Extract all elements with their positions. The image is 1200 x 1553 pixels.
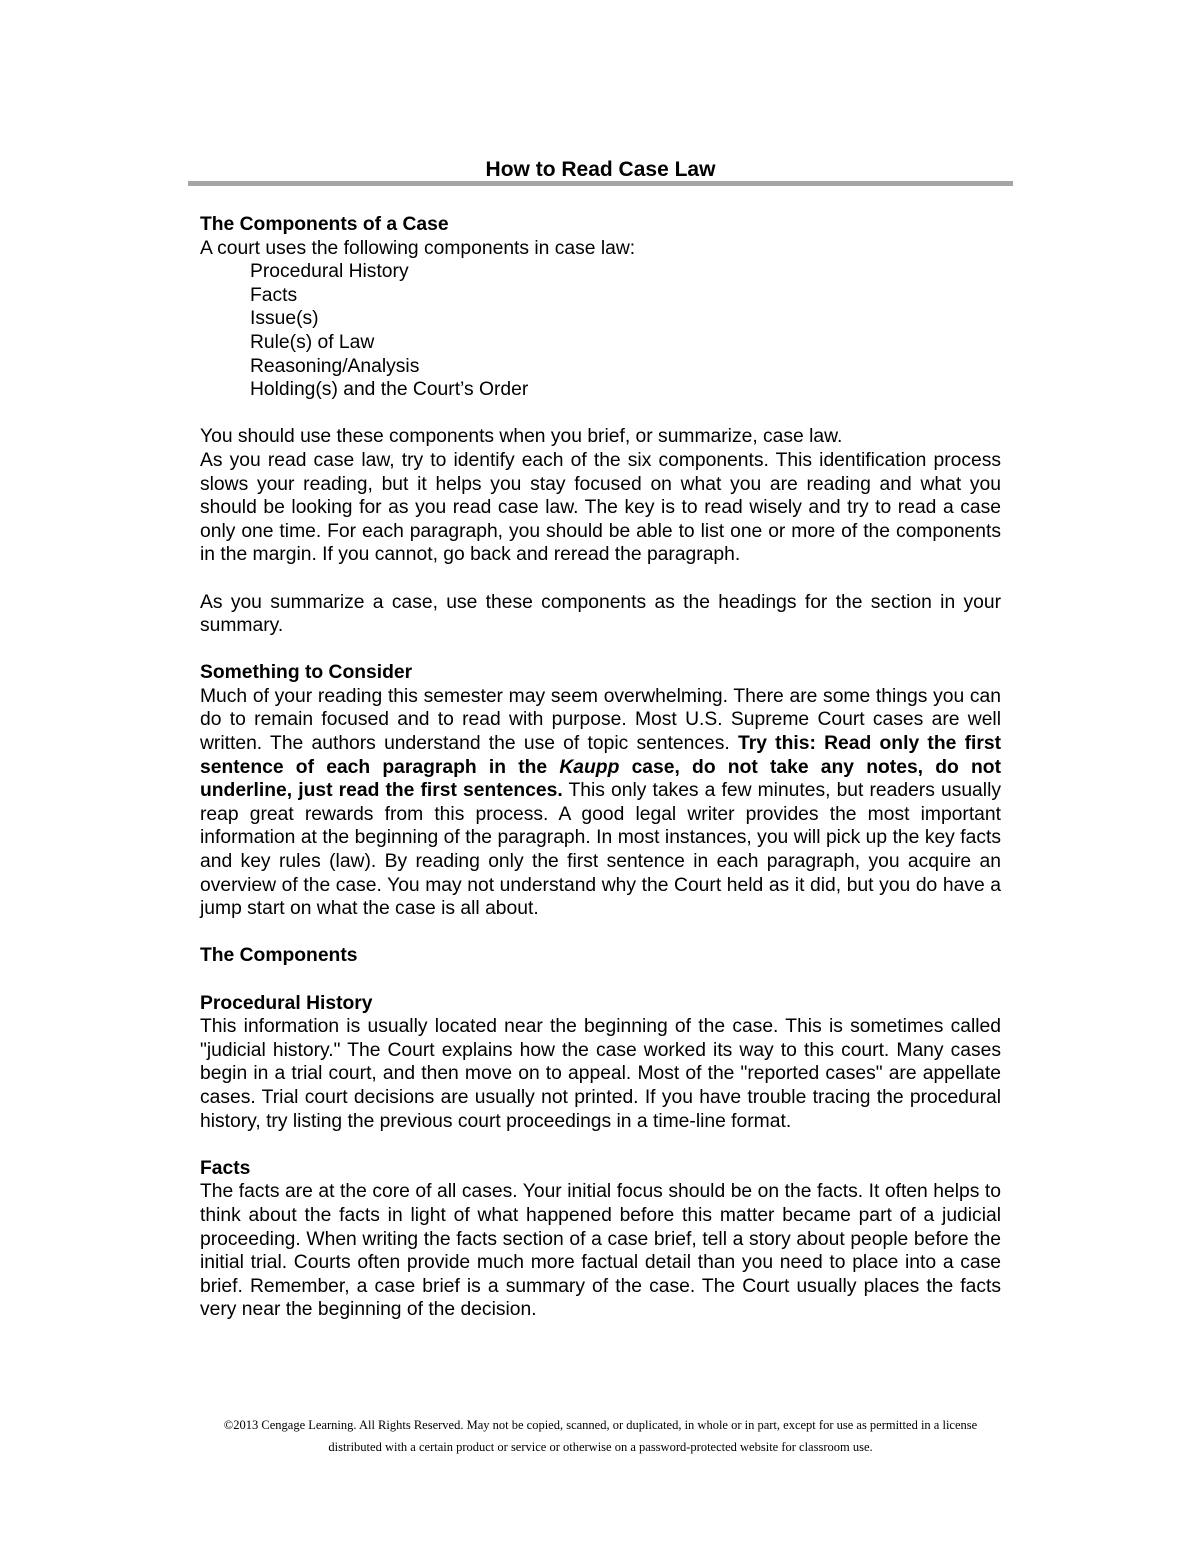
procedural-heading: Procedural History bbox=[200, 992, 373, 1014]
consider-case-name: Kaupp bbox=[559, 756, 620, 778]
paragraph-use: You should use these components when you brief, or summarize, case law. bbox=[200, 426, 843, 448]
list-item: Holding(s) and the Court’s Order bbox=[250, 379, 529, 401]
list-item: Procedural History bbox=[250, 261, 409, 283]
footer-line-2: distributed with a certain product or service or otherwise on a password-protected website for classroom use. bbox=[328, 1440, 873, 1454]
list-item: Issue(s) bbox=[250, 308, 319, 330]
procedural-paragraph: This information is usually located near the beginning of the case. This is sometimes called "judicial history." The Court explains how the case worked its way to this court. Many cases begin in a trial court, and then move on to appeal. Most of the "reported cases" are appellate cases. Trial court decisions are usually not printed. If you have trouble tracing the procedural history, try listing the previous court proceedings in a time-line format. bbox=[200, 1016, 1001, 1132]
components-heading: The Components of a Case bbox=[200, 214, 449, 235]
consider-paragraph bbox=[200, 685, 1001, 921]
paragraph-summarize: As you summarize a case, use these components as the headings for the section in your summary. bbox=[200, 591, 1001, 637]
consider-text-1: Much of your reading this semester may seem overwhelming. There are some things you can do to remain focused and to read with purpose. Most U.S. Supreme Court cases are well written. The authors understand the use of topic sentences. bbox=[200, 685, 1001, 755]
page-title: How to Read Case Law bbox=[485, 158, 716, 181]
list-item: Rule(s) of Law bbox=[250, 331, 375, 353]
consider-text-2: This only takes a few minutes, but readers usually reap great rewards from this process. A good legal writer provides the most important information at the beginning of the paragraph. In most instances, you will pick up the key facts and key rules (law). By reading only the first sentence in each paragraph, you acquire an overview of the case. You may not understand why the Court held as it did, but you do have a jump start on what the case is all about. bbox=[200, 780, 1001, 920]
facts-heading: Facts bbox=[200, 1157, 251, 1179]
list-item: Reasoning/Analysis bbox=[250, 355, 420, 377]
consider-bold-1: Try this: Read only the first sentence of each paragraph in the bbox=[200, 733, 1002, 778]
list-item: Facts bbox=[250, 284, 298, 306]
footer-line-1: ©2013 Cengage Learning. All Rights Reserved. May not be copied, scanned, or duplicated, in whole or in part, except for use as permitted in a license bbox=[223, 1418, 978, 1432]
paragraph-identify: As you read case law, try to identify each of the six components. This identification process slows your reading, but it helps you stay focused on what you are reading and what you should be looking for as you read case law. The key is to read wisely and try to read a case only one time. For each paragraph, you should be able to list one or more of the components in the margin. If you cannot, go back and reread the paragraph. bbox=[200, 449, 1001, 566]
components-intro: A court uses the following components in case law: bbox=[200, 237, 636, 259]
consider-heading: Something to Consider bbox=[200, 662, 413, 684]
the-components-heading: The Components bbox=[200, 945, 358, 967]
components-list bbox=[200, 260, 1001, 402]
title-divider bbox=[188, 181, 1013, 186]
copyright-footer bbox=[188, 1414, 1013, 1458]
facts-paragraph: The facts are at the core of all cases. Your initial focus should be on the facts. It often helps to think about the facts in light of what happened before this matter became part of a judicial proceeding. When writing the facts section of a case brief, tell a story about people before the initial trial. Courts often provide much more factual detail than you need to place into a case brief. Remember, a case brief is a summary of the case. The Court usually places the facts very near the beginning of the decision. bbox=[200, 1181, 1001, 1321]
document-body bbox=[200, 213, 1001, 1322]
consider-bold-2: case, do not take any notes, do not underline, just read the first sentences. bbox=[200, 756, 1001, 802]
